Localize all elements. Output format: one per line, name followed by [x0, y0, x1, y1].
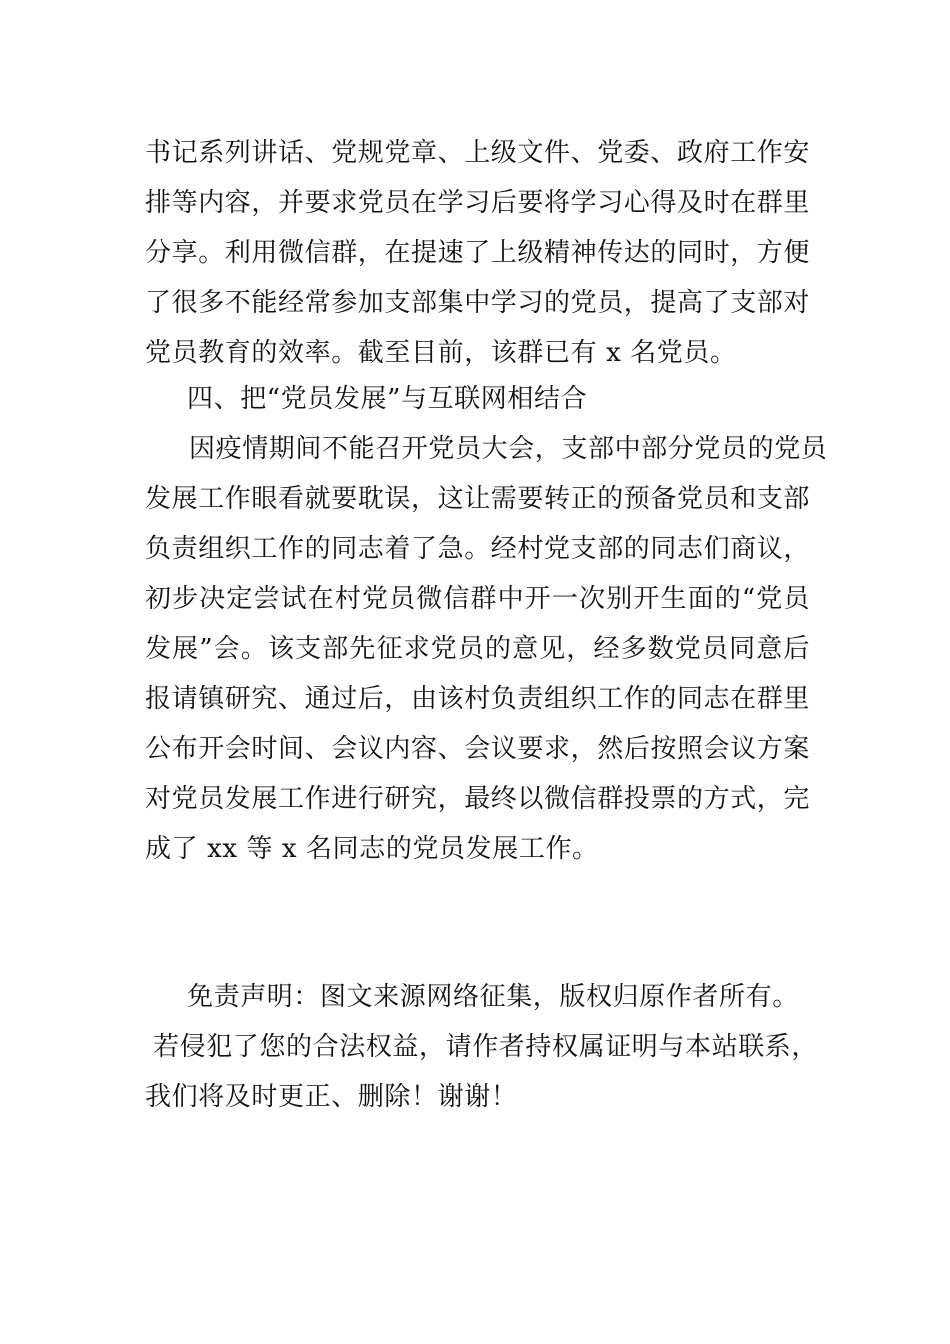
text-line: 对党员发展工作进行研究，最终以微信群投票的方式，完 — [145, 784, 811, 814]
disclaimer-line: 若侵犯了您的合法权益，请作者持权属证明与本站联系， — [153, 1032, 819, 1062]
text-line: 了很多不能经常参加支部集中学习的党员，提高了支部对 — [145, 288, 811, 318]
text-line: 排等内容，并要求党员在学习后要将学习心得及时在群里 — [145, 188, 811, 218]
text-line: 发展工作眼看就要耽误，这让需要转正的预备党员和支部 — [145, 484, 811, 514]
text-line: 公布开会时间、会议内容、会议要求，然后按照会议方案 — [145, 734, 811, 764]
text-line: 报请镇研究、通过后，由该村负责组织工作的同志在群里 — [145, 684, 811, 714]
text-line: 党员教育的效率。截至目前，该群已有 x 名党员。 — [145, 338, 737, 368]
text-line: 发展”会。该支部先征求党员的意见，经多数党员同意后 — [145, 634, 810, 664]
heading-text: 四、把“党员发展”与互联网相结合 — [187, 384, 588, 414]
text-line: 分享。利用微信群，在提速了上级精神传达的同时，方便 — [145, 238, 811, 268]
text-line: 书记系列讲话、党规党章、上级文件、党委、政府工作安 — [145, 138, 811, 168]
text-line: 因疫情期间不能召开党员大会，支部中部分党员的党员 — [189, 434, 828, 464]
text-line: 成了 xx 等 x 名同志的党员发展工作。 — [145, 834, 599, 864]
disclaimer-line: 免责声明：图文来源网络征集，版权归原作者所有。 — [187, 982, 799, 1012]
disclaimer-line: 我们将及时更正、删除！谢谢！ — [145, 1082, 518, 1112]
text-line: 负责组织工作的同志着了急。经村党支部的同志们商议， — [145, 534, 811, 564]
text-line: 初步决定尝试在村党员微信群中开一次别开生面的“党员 — [145, 584, 810, 614]
